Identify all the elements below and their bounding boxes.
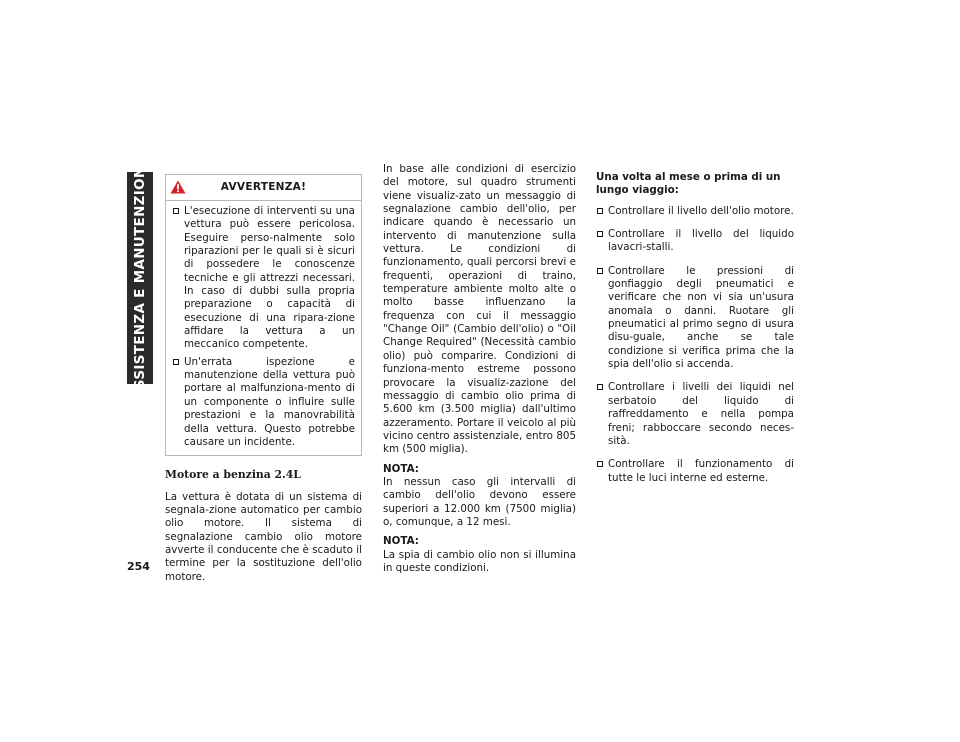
section-side-tab: [127, 156, 153, 400]
left-column: [165, 174, 362, 584]
warning-header: [166, 175, 361, 201]
checkbox-bullet-icon: [597, 208, 603, 214]
list-item: [596, 381, 794, 448]
list-item: [596, 228, 794, 255]
list-item: [596, 265, 794, 372]
monthly-check-heading: Una volta al mese o prima di un lungo viaggio:: [596, 171, 781, 197]
section-side-tab-label: ASSISTENZA E MANUTENZIONE: [132, 156, 148, 400]
list-item: [596, 458, 794, 485]
warning-item-text: L'esecuzione di interventi su una vettura può essere pericolosa. Eseguire perso-nalmente solo riparazioni per le quali si è sicuri di possedere le conoscenze tecniche e gli attrezzi necessari. In caso di dubbi sulla propria preparazione o capacità di esecuzione di una ripara-zione affidare la vettura a un meccanico competente.: [184, 205, 355, 351]
checkbox-bullet-icon: [597, 461, 603, 467]
note-text: La spia di cambio olio non si illumina in queste condizioni.: [383, 548, 576, 574]
warning-item-text: Un'errata ispezione e manutenzione della vettura può portare al malfunziona-mento di un componente o influire sulle prestazioni e la manovrabilità della vettura. Questo potrebbe causare un incidente.: [184, 355, 355, 448]
list-item: [596, 205, 794, 218]
checkbox-bullet-icon: [597, 268, 603, 274]
right-column: [596, 163, 794, 485]
warning-triangle-icon: [170, 180, 186, 194]
list-item-text: Controllare il funzionamento di tutte le luci interne ed esterne.: [608, 458, 794, 484]
warning-title: AVVERTENZA!: [220, 180, 307, 193]
warning-list: [166, 201, 361, 449]
checkbox-bullet-icon: [173, 208, 179, 214]
note-label: NOTA:: [383, 535, 419, 548]
page-number: 254: [127, 560, 150, 573]
monthly-check-list: [596, 205, 794, 485]
list-item-text: Controllare il livello del liquido lavacri-stalli.: [608, 228, 794, 254]
list-item-text: Controllare le pressioni di gonfiaggio degli pneumatici e verificare che non vi sia un'usura anomala o danni. Ruotare gli pneumatici al primo segno di usura disu-guale, anche se tale condizione si verifica prima che la spia dell'olio si accenda.: [608, 264, 794, 371]
engine-section-title: Motore a benzina 2.4L: [165, 468, 301, 482]
checkbox-bullet-icon: [173, 359, 179, 365]
warning-item: [172, 205, 355, 352]
warning-box: [165, 174, 362, 456]
engine-section-body: La vettura è dotata di un sistema di segnala-zione automatico per cambio olio motore. Il sistema di segnalazione cambio olio motore avverte il conducente che è scaduto il termine per la sostituzione dell'olio motore.: [165, 490, 362, 583]
note-label: NOTA:: [383, 462, 419, 475]
warning-item: [172, 356, 355, 449]
middle-column: [383, 163, 576, 575]
list-item-text: Controllare il livello dell'olio motore.: [608, 204, 794, 217]
note-text: In nessun caso gli intervalli di cambio dell'olio devono essere superiori a 12.000 km (7500 miglia) o, comunque, a 12 mesi.: [383, 475, 576, 528]
checkbox-bullet-icon: [597, 384, 603, 390]
list-item-text: Controllare i livelli dei liquidi nel serbatoio del liquido di raffreddamento e nella pompa freni; rabboccare secondo neces-sità.: [608, 381, 794, 447]
oil-change-paragraph: In base alle condizioni di esercizio del motore, sul quadro strumenti viene visualiz-zato un messaggio di segnalazione cambio dell'olio, per indicare quando è necessario un intervento di manutenzione sulla vettura. Le condizioni di funzionamento, quali percorsi brevi e frequenti, operazioni di traino, temperature ambiente molto alte o molto basse influenzano la frequenza con cui il messaggio "Change Oil" (Cambio dell'olio) o "Oil Change Required" (Necessità cambio olio) può comparire. Condizioni di funziona-mento estreme possono provocare la visualiz-zazione del messaggio di cambio olio prima di 5.600 km (3.500 miglia) dall'ultimo azzeramento. Portare il veicolo al più vicino centro assistenziale, entro 805 km (500 miglia).: [383, 163, 576, 456]
checkbox-bullet-icon: [597, 231, 603, 237]
